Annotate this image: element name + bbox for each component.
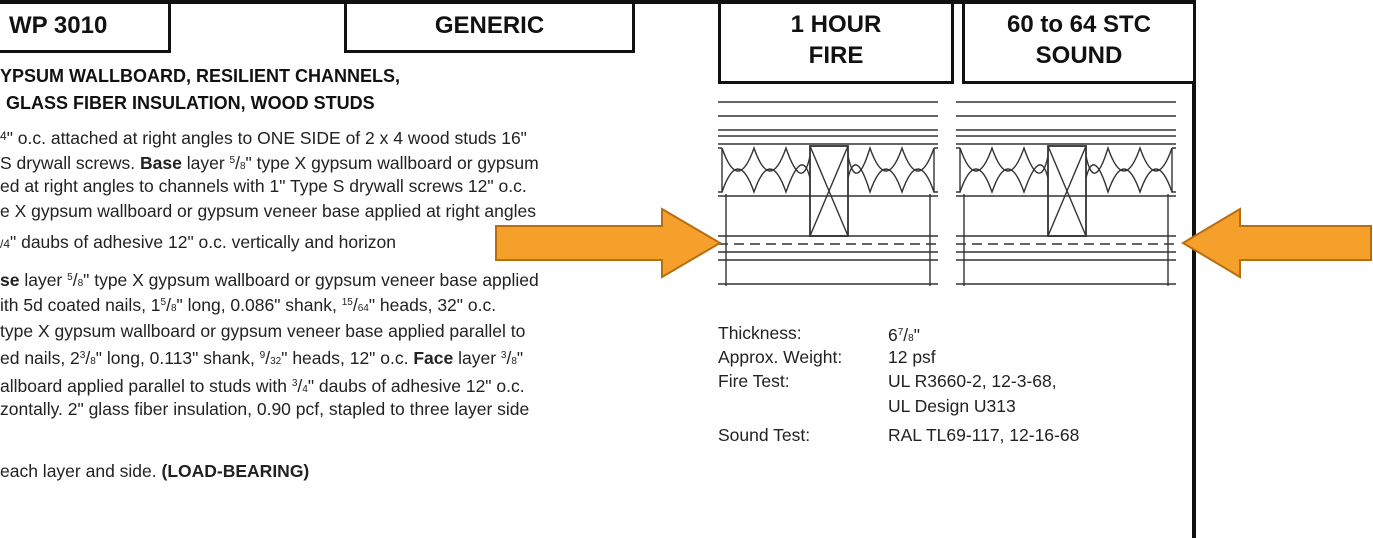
description-line: allboard applied parallel to studs with $^3$/4" daubs of adhesive 12" o.c. [0, 376, 525, 396]
assembly-title-line2: GLASS FIBER INSULATION, WOOD STUDS [6, 93, 375, 113]
wall-section-diagram-sound [956, 96, 1176, 292]
weight-value: 12 psf [888, 347, 936, 367]
system-code: WP 3010 [9, 12, 108, 39]
fire-test-label: Fire Test: [718, 371, 790, 391]
description-line: zontally. 2" glass fiber insulation, 0.90 pcf, stapled to three layer side [0, 399, 530, 419]
fire-rating-line1: 1 HOUR [790, 11, 882, 38]
description-line: e X gypsum wallboard or gypsum veneer base applied at right angles [0, 201, 537, 221]
code-box [0, 4, 171, 53]
description-line: se layer $^5$/8" type X gypsum wallboard or gypsum veneer base applied [0, 270, 539, 290]
right-border [1192, 84, 1196, 538]
fire-test-value-line2: UL Design U313 [888, 396, 1016, 416]
sound-rating-line2: SOUND [1035, 42, 1123, 69]
description-line: ith 5d coated nails, $1^5/8$" long, 0.086" shank, $^{15}$/64" heads, 32" o.c. [0, 295, 497, 315]
thickness-value: $6^7/8$" [888, 325, 920, 345]
weight-label: Approx. Weight: [718, 347, 843, 367]
sound-rating-line1: 60 to 64 STC [1006, 11, 1152, 38]
fire-rating-box [718, 4, 954, 84]
description-line: ed nails, $2^3/8$" long, 0.113" shank, $^9$/32" heads, 12" o.c. Face layer $^3$/8" [0, 348, 524, 368]
description-line: $^4$" o.c. attached at right angles to ONE SIDE of 2 x 4 wood studs 16" [0, 128, 527, 148]
description-line: type X gypsum wallboard or gypsum veneer base applied parallel to [0, 321, 526, 341]
sound-test-value: RAL TL69-117, 12-16-68 [888, 425, 1080, 445]
description-line: /4" daubs of adhesive 12" o.c. vertically and horizon [0, 232, 396, 252]
wall-section-diagram-fire [718, 96, 938, 292]
fire-rating-line2: FIRE [808, 42, 864, 69]
thickness-label: Thickness: [718, 323, 802, 343]
sound-rating-box [962, 4, 1196, 84]
description-line: each layer and side. (LOAD-BEARING) [0, 461, 310, 481]
description-line: S drywall screws. Base layer $^5$/8" type X gypsum wallboard or gypsum [0, 153, 539, 173]
fire-test-value-line1: UL R3660-2, 12-3-68, [888, 371, 1057, 391]
arrow-right-icon [494, 206, 724, 280]
system-type: GENERIC [434, 12, 545, 39]
assembly-title-line1: YPSUM WALLBOARD, RESILIENT CHANNELS, [0, 66, 401, 86]
type-box [344, 4, 635, 53]
arrow-left-icon [1180, 206, 1373, 280]
description-line: ed at right angles to channels with 1" Type S drywall screws 12" o.c. [0, 176, 527, 196]
sound-test-label: Sound Test: [718, 425, 811, 445]
